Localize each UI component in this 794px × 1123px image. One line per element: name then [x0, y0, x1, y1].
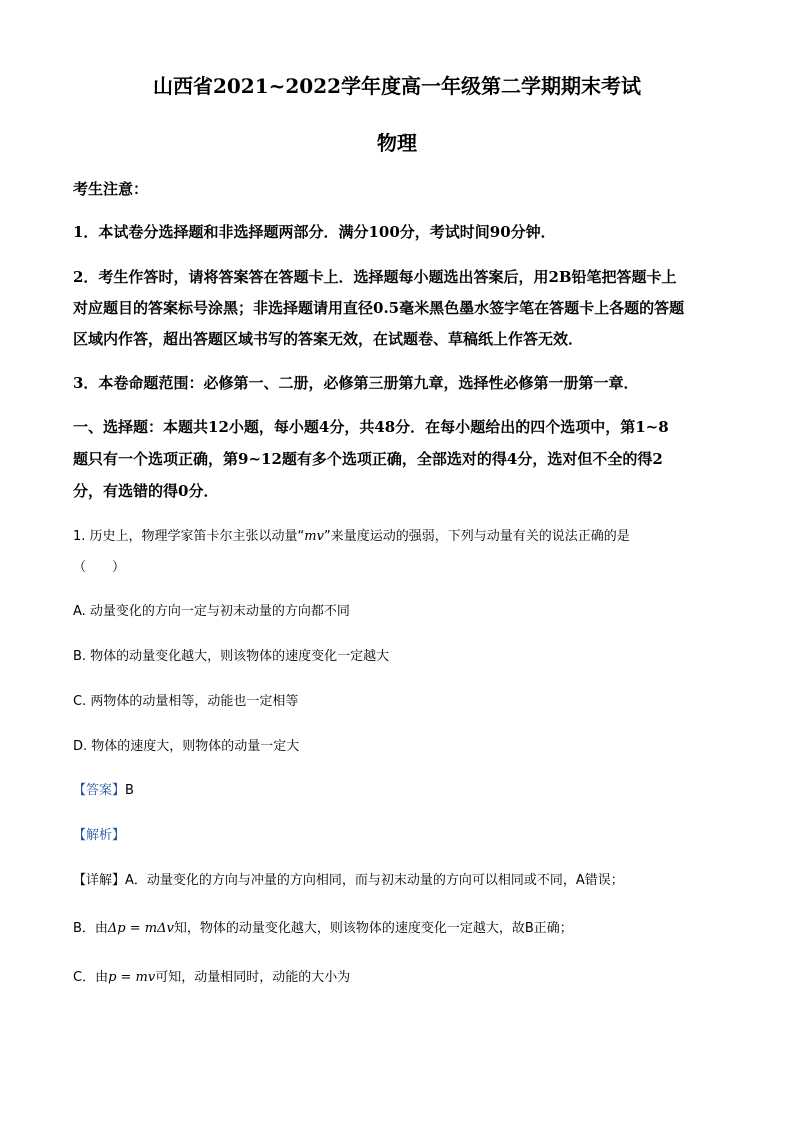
detail-b-suffix: 知，物体的动量变化越大，则该物体的速度变化一定越大，故B正确；	[173, 921, 573, 936]
detail-c-prefix: C．由	[73, 970, 109, 985]
option-a: A. 动量变化的方向一定与初末动量的方向都不同	[73, 604, 350, 619]
question-1-paren: （ ）	[73, 560, 126, 575]
detail-c-math: p = mv	[108, 970, 156, 985]
analysis-line	[73, 824, 125, 843]
notice-item-3: 3．本卷命题范围：必修第一、二册，必修第三册第九章，选择性必修第一册第一章．	[73, 374, 639, 392]
notice-item-2-cont: 对应题目的答案标号涂黑；非选择题请用直径0.5毫米黑色墨水签字笔在答题卡上各题的答题	[73, 299, 685, 317]
detail-b-math: Δp = mΔv	[107, 921, 174, 936]
question-1-stem-after: ”来量度运动的强弱，下列与动量有关的说法正确的是	[323, 529, 630, 544]
option-d: D. 物体的速度大，则物体的动量一定大	[73, 739, 300, 754]
section-instructions-2: 题只有一个选项正确，第9~12题有多个选项正确，全部选对的得4分，选对但不全的得2	[73, 450, 663, 468]
detail-c-suffix: 可知，动量相同时，动能的大小为	[155, 970, 351, 985]
option-b: B. 物体的动量变化越大，则该物体的速度变化一定越大	[73, 649, 390, 664]
detail-line-a	[73, 869, 624, 888]
detail-line-c	[73, 966, 350, 985]
exam-title: 山西省2021~2022学年度高一年级第二学期期末考试	[152, 74, 642, 98]
detail-b-prefix: B．由	[73, 921, 108, 936]
answer-value: B	[125, 783, 134, 798]
question-1-stem-before: 1. 历史上，物理学家笛卡尔主张以动量“	[73, 529, 305, 544]
question-1-stem-math: mv	[304, 529, 324, 544]
detail-line-b	[73, 917, 573, 936]
notice-item-2: 2．考生作答时，请将答案答在答题卡上．选择题每小题选出答案后，用2B铅笔把答题卡上	[73, 268, 677, 286]
detail-a-text: A．动量变化的方向与冲量的方向相同，而与初末动量的方向可以相同或不同，A错误；	[125, 873, 624, 888]
notice-heading: 考生注意：	[73, 180, 149, 198]
option-c: C. 两物体的动量相等，动能也一定相等	[73, 694, 299, 709]
notice-item-1: 1．本试卷分选择题和非选择题两部分．满分100分，考试时间90分钟．	[73, 223, 556, 241]
analysis-tag: 【解析】	[73, 828, 126, 843]
answer-tag: 【答案】	[73, 783, 126, 798]
answer-line	[73, 779, 134, 798]
section-instructions-3: 分，有选错的得0分．	[73, 482, 219, 500]
subject-title: 物理	[377, 131, 417, 155]
section-instructions-1: 一、选择题：本题共12小题，每小题4分，共48分．在每小题给出的四个选项中，第1~8	[73, 418, 669, 436]
notice-item-2-cont2: 区域内作答，超出答题区域书写的答案无效，在试题卷、草稿纸上作答无效．	[73, 330, 584, 348]
question-1-stem	[73, 525, 630, 544]
detail-tag: 【详解】	[73, 873, 126, 888]
